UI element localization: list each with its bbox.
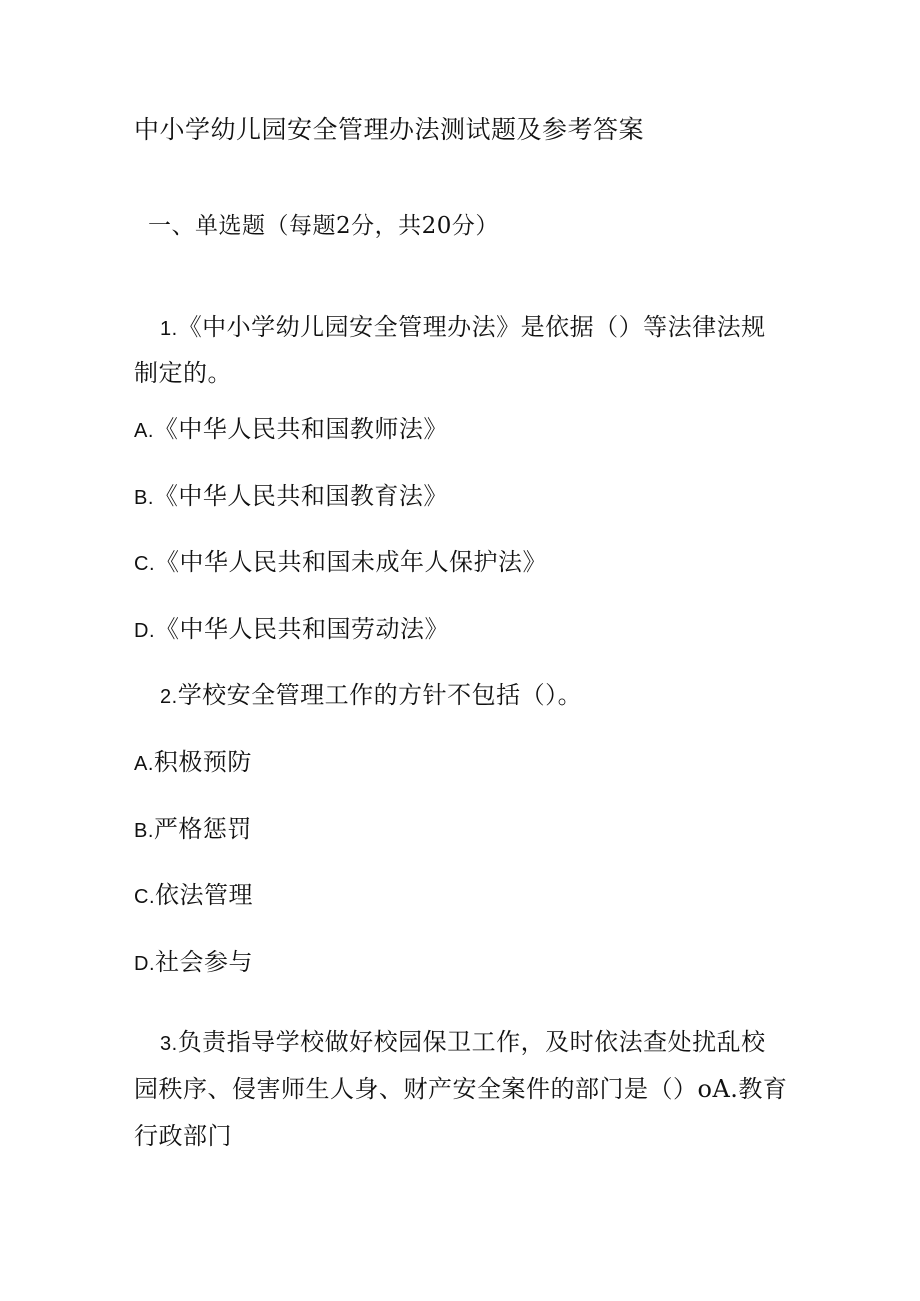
question-1-stem-line-2: 制定的。 <box>134 359 232 387</box>
option-label: D. <box>134 620 155 642</box>
question-1-option-d <box>134 613 449 647</box>
question-number: 2. <box>160 686 178 708</box>
question-1-stem-line-1 <box>160 311 766 345</box>
question-3-stem-line-3: 行政部门 <box>134 1122 232 1150</box>
document-title: 中小学幼儿园安全管理办法测试题及参考答案 <box>134 115 645 144</box>
question-number: 3. <box>160 1033 178 1055</box>
option-label: C. <box>134 553 155 575</box>
option-label: B. <box>134 487 154 509</box>
question-stem-text: 《中小学幼儿园安全管理办法》是依据（）等法律法规 <box>177 313 766 341</box>
question-2-option-b <box>134 813 252 847</box>
option-label: D. <box>134 953 155 975</box>
option-label: A. <box>134 753 154 775</box>
question-1-option-c <box>134 546 547 580</box>
option-text: 积极预防 <box>153 748 252 776</box>
question-number: 1. <box>160 318 178 340</box>
option-text: 《中华人民共和国未成年人保护法》 <box>155 548 547 576</box>
question-stem-text: 学校安全管理工作的方针不包括（）。 <box>177 681 583 709</box>
question-3-stem-line-2: 园秩序、侵害师生人身、财产安全案件的部门是（）oA.教育 <box>134 1075 788 1103</box>
option-text: 《中华人民共和国教师法》 <box>153 415 448 443</box>
option-label: A. <box>134 420 154 442</box>
question-2-option-c <box>134 879 253 913</box>
option-label: B. <box>134 820 154 842</box>
question-2-stem-line-1 <box>160 679 582 713</box>
question-1-option-b <box>134 480 448 514</box>
option-text: 社会参与 <box>155 948 253 976</box>
option-text: 《中华人民共和国教育法》 <box>153 482 448 510</box>
question-1-option-a <box>134 413 448 447</box>
question-2-option-a <box>134 746 252 780</box>
option-label: C. <box>134 886 155 908</box>
question-stem-text: 负责指导学校做好校园保卫工作，及时依法查处扰乱校 <box>177 1028 766 1056</box>
option-text: 《中华人民共和国劳动法》 <box>155 615 449 643</box>
section-heading: 一、单选题（每题2分，共20分） <box>148 213 499 239</box>
option-text: 依法管理 <box>155 881 253 909</box>
question-2-option-d <box>134 946 253 980</box>
question-3-stem-line-1 <box>160 1026 766 1060</box>
option-text: 严格惩罚 <box>153 815 252 843</box>
